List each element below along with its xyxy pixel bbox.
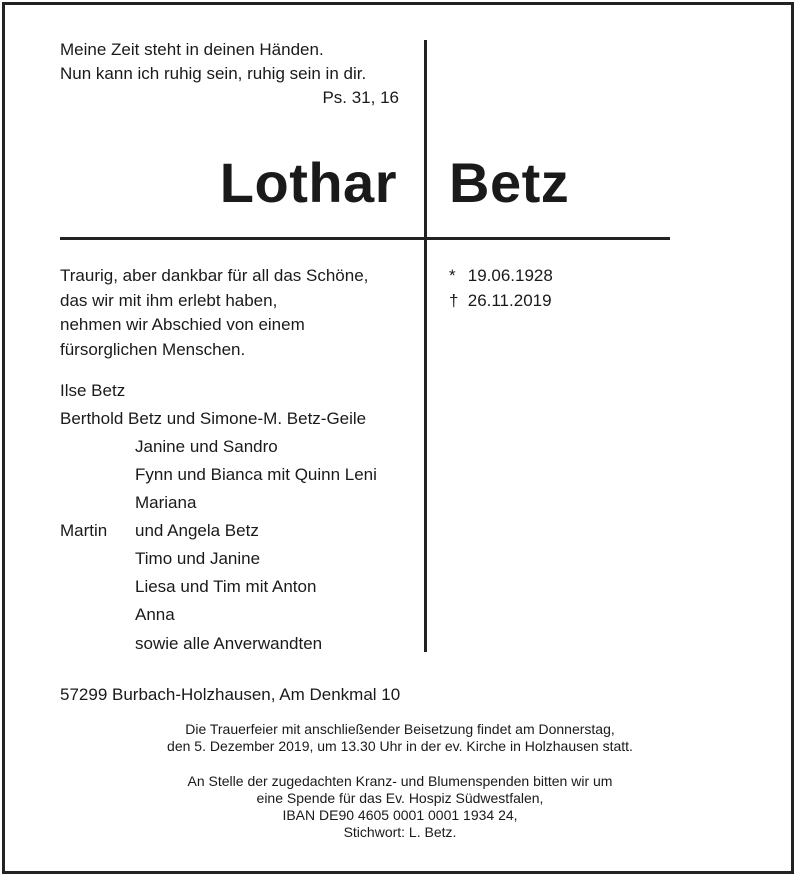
death-date: 26.11.2019 [467, 290, 552, 310]
family-line: Anna [135, 605, 175, 624]
cross-horizontal-line [60, 237, 670, 240]
tribute-line: Traurig, aber dankbar für all das Schöne, [60, 266, 369, 285]
family-relatives: sowie alle Anverwandten [135, 634, 323, 653]
tribute-line: fürsorglichen Menschen. [60, 339, 246, 359]
tribute-line: das wir mit ihm erlebt haben, [60, 290, 278, 310]
donation-notice-line: eine Spende für das Ev. Hospiz Südwestfalen, [256, 790, 544, 806]
birth-symbol: * [449, 266, 456, 285]
life-dates [449, 264, 553, 313]
psalm-quote [60, 38, 366, 86]
tribute-text [60, 264, 368, 362]
family-line: Mariana [135, 493, 197, 512]
tribute-line: nehmen wir Abschied von einem [60, 315, 305, 334]
birth-date: 19.06.1928 [467, 266, 553, 285]
psalm-reference: Ps. 31, 16 [322, 88, 399, 107]
family-line: Janine und Sandro [135, 437, 278, 456]
funeral-notice-line: den 5. Dezember 2019, um 13.30 Uhr in der ev. Kirche in Holzhausen statt. [167, 738, 633, 754]
death-date-row [449, 289, 553, 314]
family-line: Fynn und Bianca mit Quinn Leni [135, 465, 377, 484]
family-widow: Ilse Betz [60, 381, 126, 400]
quote-line: Meine Zeit steht in deinen Händen. [60, 40, 324, 59]
death-symbol: † [449, 290, 459, 310]
cross-vertical-line [424, 40, 427, 652]
deceased-last-name: Betz [449, 151, 570, 214]
deceased-first-name: Lothar [219, 151, 397, 214]
funeral-notice-line: Die Trauerfeier mit anschließender Beisetzung findet am Donnerstag, [185, 721, 615, 737]
donation-keyword: Stichwort: L. Betz. [343, 824, 457, 840]
family-line-name: Martin [60, 521, 108, 540]
donation-notice-line: An Stelle der zugedachten Kranz- und Blumenspenden bitten wir um [187, 773, 613, 789]
quote-line: Nun kann ich ruhig sein, ruhig sein in dir. [60, 64, 367, 83]
family-line: und Angela Betz [135, 521, 259, 540]
family-line: Timo und Janine [135, 549, 261, 568]
donation-iban: IBAN DE90 4605 0001 0001 1934 24, [282, 807, 518, 823]
birth-date-row [449, 264, 553, 289]
mourning-address: 57299 Burbach-Holzhausen, Am Denkmal 10 [60, 685, 401, 704]
family-line: Liesa und Tim mit Anton [135, 577, 317, 596]
family-line: Berthold Betz und Simone-M. Betz-Geile [60, 409, 367, 428]
